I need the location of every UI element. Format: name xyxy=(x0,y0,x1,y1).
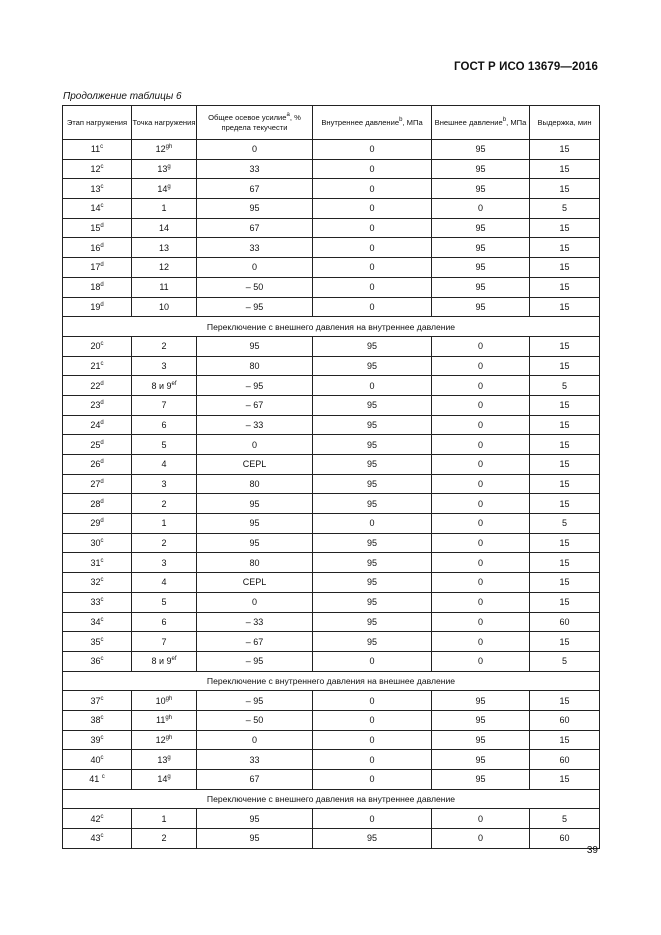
table-row xyxy=(63,199,600,219)
cell-hold-time: 15 xyxy=(530,415,600,435)
cell-stage: 33$^c$ xyxy=(63,592,132,612)
cell-point: 12 xyxy=(132,258,197,278)
cell-internal-pressure: 0 xyxy=(313,770,432,790)
table-row xyxy=(63,494,600,514)
cell-internal-pressure: 95 xyxy=(313,494,432,514)
cell-point: 8 и $9^{ef}$ xyxy=(132,376,197,396)
cell-internal-pressure: 95 xyxy=(313,553,432,573)
cell-axial-force: 0 xyxy=(197,730,313,750)
cell-stage: 31$^c$ xyxy=(63,553,132,573)
cell-internal-pressure: 95 xyxy=(313,829,432,849)
section-row xyxy=(63,789,600,809)
cell-point: 7 xyxy=(132,632,197,652)
cell-axial-force: 0 xyxy=(197,435,313,455)
cell-stage: 21$^c$ xyxy=(63,356,132,376)
cell-internal-pressure: 0 xyxy=(313,199,432,219)
cell-axial-force: 67 xyxy=(197,218,313,238)
cell-point: 6 xyxy=(132,612,197,632)
cell-point: 1 xyxy=(132,199,197,219)
cell-internal-pressure: 0 xyxy=(313,750,432,770)
cell-external-pressure: 0 xyxy=(432,435,530,455)
cell-point: $12^{gh}$ xyxy=(132,730,197,750)
cell-axial-force: 80 xyxy=(197,474,313,494)
cell-external-pressure: 0 xyxy=(432,612,530,632)
cell-external-pressure: 0 xyxy=(432,829,530,849)
cell-point: 14 xyxy=(132,218,197,238)
table-row xyxy=(63,336,600,356)
cell-hold-time: 15 xyxy=(530,691,600,711)
cell-axial-force: 95 xyxy=(197,494,313,514)
cell-axial-force: 80 xyxy=(197,356,313,376)
table-row xyxy=(63,710,600,730)
cell-point: 3 xyxy=(132,553,197,573)
cell-point: 5 xyxy=(132,435,197,455)
cell-external-pressure: 0 xyxy=(432,553,530,573)
cell-external-pressure: 95 xyxy=(432,750,530,770)
cell-point: 4 xyxy=(132,455,197,475)
cell-point: 3 xyxy=(132,356,197,376)
cell-stage: 37$^c$ xyxy=(63,691,132,711)
cell-internal-pressure: 0 xyxy=(313,691,432,711)
cell-point: 10 xyxy=(132,297,197,317)
cell-external-pressure: 0 xyxy=(432,651,530,671)
table-row xyxy=(63,297,600,317)
cell-point: $12^{gh}$ xyxy=(132,140,197,160)
cell-axial-force: 95 xyxy=(197,514,313,534)
column-header-stage: Этап нагружения xyxy=(63,106,132,140)
cell-hold-time: 15 xyxy=(530,258,600,278)
cell-internal-pressure: 95 xyxy=(313,533,432,553)
table-caption: Продолжение таблицы 6 xyxy=(63,91,182,102)
cell-internal-pressure: 0 xyxy=(313,218,432,238)
cell-stage: 15$^d$ xyxy=(63,218,132,238)
cell-point: $11^{gh}$ xyxy=(132,710,197,730)
cell-stage: 32$^c$ xyxy=(63,573,132,593)
cell-hold-time: 5 xyxy=(530,514,600,534)
cell-point: 14$^g$ xyxy=(132,770,197,790)
cell-hold-time: 60 xyxy=(530,710,600,730)
table-row xyxy=(63,179,600,199)
cell-internal-pressure: 95 xyxy=(313,415,432,435)
cell-external-pressure: 95 xyxy=(432,277,530,297)
table-row xyxy=(63,809,600,829)
cell-stage: 34$^c$ xyxy=(63,612,132,632)
cell-external-pressure: 0 xyxy=(432,494,530,514)
cell-stage: 30$^c$ xyxy=(63,533,132,553)
cell-external-pressure: 95 xyxy=(432,140,530,160)
table-body xyxy=(63,140,600,849)
table-row xyxy=(63,514,600,534)
cell-point: 3 xyxy=(132,474,197,494)
cell-axial-force: – 33 xyxy=(197,612,313,632)
section-row xyxy=(63,671,600,691)
cell-axial-force: 33 xyxy=(197,750,313,770)
cell-internal-pressure: 95 xyxy=(313,592,432,612)
cell-axial-force: 80 xyxy=(197,553,313,573)
cell-axial-force: – 95 xyxy=(197,297,313,317)
cell-point: 7 xyxy=(132,395,197,415)
cell-point: 6 xyxy=(132,415,197,435)
cell-stage: 24$^d$ xyxy=(63,415,132,435)
cell-hold-time: 15 xyxy=(530,632,600,652)
cell-external-pressure: 0 xyxy=(432,376,530,396)
cell-stage: 43$^c$ xyxy=(63,829,132,849)
table-row xyxy=(63,533,600,553)
cell-stage: 22$^d$ xyxy=(63,376,132,396)
document-header: ГОСТ Р ИСО 13679—2016 xyxy=(453,61,598,73)
cell-axial-force: – 95 xyxy=(197,376,313,396)
cell-external-pressure: 95 xyxy=(432,297,530,317)
cell-internal-pressure: 95 xyxy=(313,573,432,593)
cell-stage: 19$^d$ xyxy=(63,297,132,317)
cell-point: 2 xyxy=(132,533,197,553)
cell-hold-time: 5 xyxy=(530,376,600,396)
cell-internal-pressure: 0 xyxy=(313,179,432,199)
cell-stage: 13$^c$ xyxy=(63,179,132,199)
table-row xyxy=(63,395,600,415)
cell-hold-time: 15 xyxy=(530,238,600,258)
cell-point: 13$^g$ xyxy=(132,159,197,179)
section-label: Переключение с внешнего давления на внутреннее давление xyxy=(63,789,600,809)
cell-point: 5 xyxy=(132,592,197,612)
cell-external-pressure: 95 xyxy=(432,258,530,278)
cell-internal-pressure: 0 xyxy=(313,376,432,396)
cell-internal-pressure: 95 xyxy=(313,612,432,632)
cell-hold-time: 15 xyxy=(530,730,600,750)
cell-point: $10^{gh}$ xyxy=(132,691,197,711)
cell-point: 13 xyxy=(132,238,197,258)
table-row xyxy=(63,829,600,849)
cell-stage: 25$^d$ xyxy=(63,435,132,455)
table-row xyxy=(63,592,600,612)
table-row xyxy=(63,356,600,376)
cell-axial-force: 95 xyxy=(197,199,313,219)
cell-axial-force: 33 xyxy=(197,238,313,258)
cell-stage: 26$^d$ xyxy=(63,455,132,475)
cell-external-pressure: 0 xyxy=(432,474,530,494)
table-row xyxy=(63,258,600,278)
cell-internal-pressure: 0 xyxy=(313,159,432,179)
cell-axial-force: – 50 xyxy=(197,277,313,297)
cell-stage: 11$^c$ xyxy=(63,140,132,160)
cell-internal-pressure: 95 xyxy=(313,435,432,455)
cell-point: 13$^g$ xyxy=(132,750,197,770)
cell-point: 2 xyxy=(132,494,197,514)
cell-external-pressure: 0 xyxy=(432,809,530,829)
cell-external-pressure: 95 xyxy=(432,179,530,199)
cell-external-pressure: 0 xyxy=(432,336,530,356)
cell-point: 2 xyxy=(132,829,197,849)
cell-internal-pressure: 95 xyxy=(313,336,432,356)
cell-stage: 39$^c$ xyxy=(63,730,132,750)
cell-hold-time: 15 xyxy=(530,395,600,415)
cell-hold-time: 15 xyxy=(530,159,600,179)
cell-hold-time: 5 xyxy=(530,809,600,829)
table-row xyxy=(63,691,600,711)
cell-axial-force: 0 xyxy=(197,592,313,612)
table-header-row xyxy=(63,106,600,140)
table-row xyxy=(63,573,600,593)
section-label: Переключение с внутреннего давления на внешнее давление xyxy=(63,671,600,691)
cell-stage: 40$^c$ xyxy=(63,750,132,770)
cell-external-pressure: 0 xyxy=(432,592,530,612)
table-row xyxy=(63,455,600,475)
cell-hold-time: 60 xyxy=(530,829,600,849)
table-row xyxy=(63,376,600,396)
cell-stage: 14$^c$ xyxy=(63,199,132,219)
cell-stage: 36$^c$ xyxy=(63,651,132,671)
cell-external-pressure: 0 xyxy=(432,415,530,435)
cell-stage: 35$^c$ xyxy=(63,632,132,652)
cell-axial-force: 95 xyxy=(197,533,313,553)
cell-point: 1 xyxy=(132,809,197,829)
cell-hold-time: 15 xyxy=(530,553,600,573)
cell-axial-force: – 33 xyxy=(197,415,313,435)
cell-internal-pressure: 0 xyxy=(313,710,432,730)
cell-axial-force: 33 xyxy=(197,159,313,179)
table-row xyxy=(63,277,600,297)
cell-hold-time: 60 xyxy=(530,612,600,632)
cell-axial-force: CEPL xyxy=(197,455,313,475)
cell-internal-pressure: 95 xyxy=(313,632,432,652)
cell-hold-time: 15 xyxy=(530,297,600,317)
cell-external-pressure: 0 xyxy=(432,632,530,652)
cell-internal-pressure: 95 xyxy=(313,474,432,494)
cell-axial-force: 67 xyxy=(197,179,313,199)
cell-internal-pressure: 0 xyxy=(313,258,432,278)
cell-point: 2 xyxy=(132,336,197,356)
cell-axial-force: – 95 xyxy=(197,691,313,711)
cell-axial-force: 95 xyxy=(197,336,313,356)
cell-external-pressure: 0 xyxy=(432,455,530,475)
cell-external-pressure: 0 xyxy=(432,573,530,593)
cell-stage: 16$^d$ xyxy=(63,238,132,258)
cell-hold-time: 15 xyxy=(530,356,600,376)
cell-hold-time: 15 xyxy=(530,533,600,553)
table-row xyxy=(63,218,600,238)
table-row xyxy=(63,474,600,494)
section-label: Переключение с внешнего давления на внутреннее давление xyxy=(63,317,600,337)
cell-axial-force: CEPL xyxy=(197,573,313,593)
cell-external-pressure: 95 xyxy=(432,159,530,179)
table-row xyxy=(63,435,600,455)
cell-internal-pressure: 95 xyxy=(313,455,432,475)
cell-axial-force: – 67 xyxy=(197,395,313,415)
cell-hold-time: 15 xyxy=(530,140,600,160)
cell-internal-pressure: 0 xyxy=(313,809,432,829)
cell-axial-force: 95 xyxy=(197,809,313,829)
cell-external-pressure: 95 xyxy=(432,770,530,790)
cell-hold-time: 15 xyxy=(530,592,600,612)
cell-hold-time: 15 xyxy=(530,336,600,356)
cell-point: 8 и $9^{ef}$ xyxy=(132,651,197,671)
data-table xyxy=(62,105,600,849)
cell-internal-pressure: 0 xyxy=(313,514,432,534)
cell-hold-time: 15 xyxy=(530,573,600,593)
cell-internal-pressure: 95 xyxy=(313,395,432,415)
cell-axial-force: 95 xyxy=(197,829,313,849)
table-row xyxy=(63,140,600,160)
cell-hold-time: 15 xyxy=(530,218,600,238)
cell-stage: 20$^c$ xyxy=(63,336,132,356)
cell-external-pressure: 95 xyxy=(432,691,530,711)
cell-hold-time: 15 xyxy=(530,474,600,494)
table-row xyxy=(63,750,600,770)
column-header-axial-force: Общее осевое усилие$^a$, % предела текучести xyxy=(197,106,313,140)
table-row xyxy=(63,553,600,573)
cell-hold-time: 15 xyxy=(530,770,600,790)
cell-axial-force: – 67 xyxy=(197,632,313,652)
cell-external-pressure: 95 xyxy=(432,710,530,730)
cell-internal-pressure: 0 xyxy=(313,140,432,160)
cell-point: 11 xyxy=(132,277,197,297)
cell-external-pressure: 0 xyxy=(432,514,530,534)
cell-internal-pressure: 95 xyxy=(313,356,432,376)
cell-point: 4 xyxy=(132,573,197,593)
table-row xyxy=(63,238,600,258)
column-header-point: Точка нагружения xyxy=(132,106,197,140)
cell-hold-time: 15 xyxy=(530,455,600,475)
cell-stage: 29$^d$ xyxy=(63,514,132,534)
cell-axial-force: 0 xyxy=(197,258,313,278)
cell-external-pressure: 0 xyxy=(432,199,530,219)
table-row xyxy=(63,651,600,671)
cell-internal-pressure: 0 xyxy=(313,730,432,750)
table-row xyxy=(63,159,600,179)
cell-stage: 28$^d$ xyxy=(63,494,132,514)
cell-stage: 23$^d$ xyxy=(63,395,132,415)
column-header-internal-pressure: Внутреннее давление$^b$, МПа xyxy=(313,106,432,140)
table-row xyxy=(63,770,600,790)
cell-hold-time: 15 xyxy=(530,494,600,514)
cell-point: 1 xyxy=(132,514,197,534)
table-row xyxy=(63,730,600,750)
cell-internal-pressure: 0 xyxy=(313,277,432,297)
cell-external-pressure: 0 xyxy=(432,356,530,376)
cell-hold-time: 15 xyxy=(530,179,600,199)
cell-stage: 42$^c$ xyxy=(63,809,132,829)
column-header-external-pressure: Внешнее давление$^b$, МПа xyxy=(432,106,530,140)
cell-stage: 38$^c$ xyxy=(63,710,132,730)
table-row xyxy=(63,415,600,435)
cell-external-pressure: 0 xyxy=(432,395,530,415)
cell-stage: 17$^d$ xyxy=(63,258,132,278)
cell-axial-force: 67 xyxy=(197,770,313,790)
cell-external-pressure: 95 xyxy=(432,218,530,238)
cell-external-pressure: 0 xyxy=(432,533,530,553)
cell-stage: 18$^d$ xyxy=(63,277,132,297)
cell-axial-force: – 95 xyxy=(197,651,313,671)
cell-point: 14$^g$ xyxy=(132,179,197,199)
cell-internal-pressure: 0 xyxy=(313,651,432,671)
cell-hold-time: 15 xyxy=(530,277,600,297)
cell-stage: 41 $^c$ xyxy=(63,770,132,790)
table-row xyxy=(63,612,600,632)
cell-hold-time: 5 xyxy=(530,199,600,219)
page-number: 39 xyxy=(586,845,598,856)
column-header-hold-time: Выдержка, мин xyxy=(530,106,600,140)
cell-axial-force: 0 xyxy=(197,140,313,160)
section-row xyxy=(63,317,600,337)
cell-axial-force: – 50 xyxy=(197,710,313,730)
cell-hold-time: 15 xyxy=(530,435,600,455)
cell-external-pressure: 95 xyxy=(432,238,530,258)
cell-stage: 27$^d$ xyxy=(63,474,132,494)
cell-hold-time: 5 xyxy=(530,651,600,671)
table-row xyxy=(63,632,600,652)
cell-stage: 12$^c$ xyxy=(63,159,132,179)
cell-external-pressure: 95 xyxy=(432,730,530,750)
cell-internal-pressure: 0 xyxy=(313,297,432,317)
cell-hold-time: 60 xyxy=(530,750,600,770)
cell-internal-pressure: 0 xyxy=(313,238,432,258)
